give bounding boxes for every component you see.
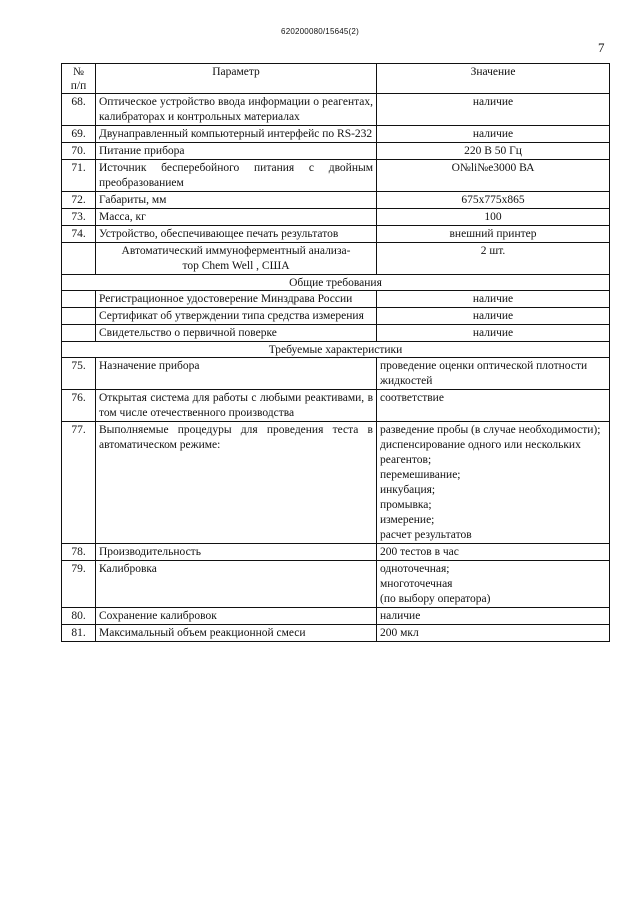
table-row [62,422,610,544]
header-value: Значение [377,64,610,94]
row-number: 70. [62,143,96,160]
section-required-title: Требуемые характеристики [62,342,610,358]
row-parameter: Оптическое устройство ввода информации о реагентах, калибраторах и контрольных материалах [96,94,377,126]
row-parameter: Назначение прибора [96,358,377,390]
procedure-item: расчет результатов [380,529,472,541]
row-number: 68. [62,94,96,126]
row-number-empty [62,243,96,275]
table-row [62,390,610,422]
analyzer-name-line2: тор Chem Well , США [182,260,290,272]
row-value: внешний принтер [377,226,610,243]
procedure-item: перемешивание; [380,469,461,481]
header-number-abbrev: п/п [70,80,87,92]
row-number: 81. [62,625,96,642]
row-parameter: Питание прибора [96,143,377,160]
procedure-item: разведение пробы (в случае необходимости); [380,424,601,436]
row-number: 69. [62,126,96,143]
row-parameter: Свидетельство о первичной поверке [96,325,377,342]
row-number: 75. [62,358,96,390]
table-row [62,209,610,226]
row-number: 73. [62,209,96,226]
row-number: 72. [62,192,96,209]
section-row [62,275,610,291]
spec-table [61,63,610,642]
document-id: 620200080/15645(2) [281,27,359,36]
row-value: 200 мкл [377,625,610,642]
row-number-empty [62,291,96,308]
procedure-item: инкубация; [380,484,436,496]
row-value: наличие [377,126,610,143]
table-row [62,544,610,561]
table-row [62,192,610,209]
procedure-list [377,422,610,544]
row-parameter: Регистрационное удостоверение Минздрава России [96,291,377,308]
row-parameter: Габариты, мм [96,192,377,209]
table-row [62,325,610,342]
header-parameter: Параметр [96,64,377,94]
row-value: наличие [377,94,610,126]
table-header-row [62,64,610,94]
row-parameter: Выполняемые процедуры для проведения теста в автоматическом режиме: [96,422,377,544]
table-row [62,608,610,625]
section-general-title: Общие требования [62,275,610,291]
row-parameter: Двунаправленный компьютерный интерфейс по RS-232 [96,126,377,143]
row-value: наличие [377,608,610,625]
table-row [62,625,610,642]
row-parameter: Максимальный объем реакционной смеси [96,625,377,642]
table-row [62,126,610,143]
table-row [62,94,610,126]
row-number-empty [62,325,96,342]
analyzer-quantity: 2 шт. [377,243,610,275]
row-value: наличие [377,291,610,308]
row-parameter: Калибровка [96,561,377,608]
header-number-symbol: № [73,66,84,78]
row-parameter: Сертификат об утверждении типа средства измерения [96,308,377,325]
row-parameter: Устройство, обеспечивающее печать результатов [96,226,377,243]
analyzer-name [96,243,377,275]
row-value: наличие [377,325,610,342]
table-row [62,160,610,192]
row-value: О№li№е3000 ВА [377,160,610,192]
row-value: 675х775х865 [377,192,610,209]
procedure-item: диспенсирование одного или нескольких реагентов; [380,439,581,466]
table-row [62,226,610,243]
row-number: 80. [62,608,96,625]
table-row [62,358,610,390]
row-value: 100 [377,209,610,226]
page-number: 7 [598,40,605,55]
header-number [62,64,96,94]
analyzer-name-line1: Автоматический иммуноферментный анализа- [121,245,351,257]
row-value: наличие [377,308,610,325]
table-row [62,561,610,608]
row-value: проведение оценки оптической плотности жидкостей [377,358,610,390]
row-parameter: Сохранение калибровок [96,608,377,625]
procedure-item: промывка; [380,499,432,511]
row-parameter: Производительность [96,544,377,561]
row-number: 76. [62,390,96,422]
table-row [62,308,610,325]
analyzer-row [62,243,610,275]
procedure-item: измерение; [380,514,435,526]
calibration-option: одноточечная; [380,563,450,575]
row-number-empty [62,308,96,325]
row-number: 79. [62,561,96,608]
row-number: 71. [62,160,96,192]
table-row [62,291,610,308]
calibration-option: многоточечная [380,578,453,590]
row-number: 78. [62,544,96,561]
calibration-options [377,561,610,608]
row-number: 74. [62,226,96,243]
row-parameter: Открытая система для работы с любыми реактивами, в том числе отечественного производства [96,390,377,422]
row-parameter: Масса, кг [96,209,377,226]
row-value: 200 тестов в час [377,544,610,561]
row-value: 220 В 50 Гц [377,143,610,160]
row-parameter: Источник бесперебойного питания с двойным преобразованием [96,160,377,192]
section-row [62,342,610,358]
table-row [62,143,610,160]
row-number: 77. [62,422,96,544]
calibration-option: (по выбору оператора) [380,593,491,605]
row-value: соответствие [377,390,610,422]
